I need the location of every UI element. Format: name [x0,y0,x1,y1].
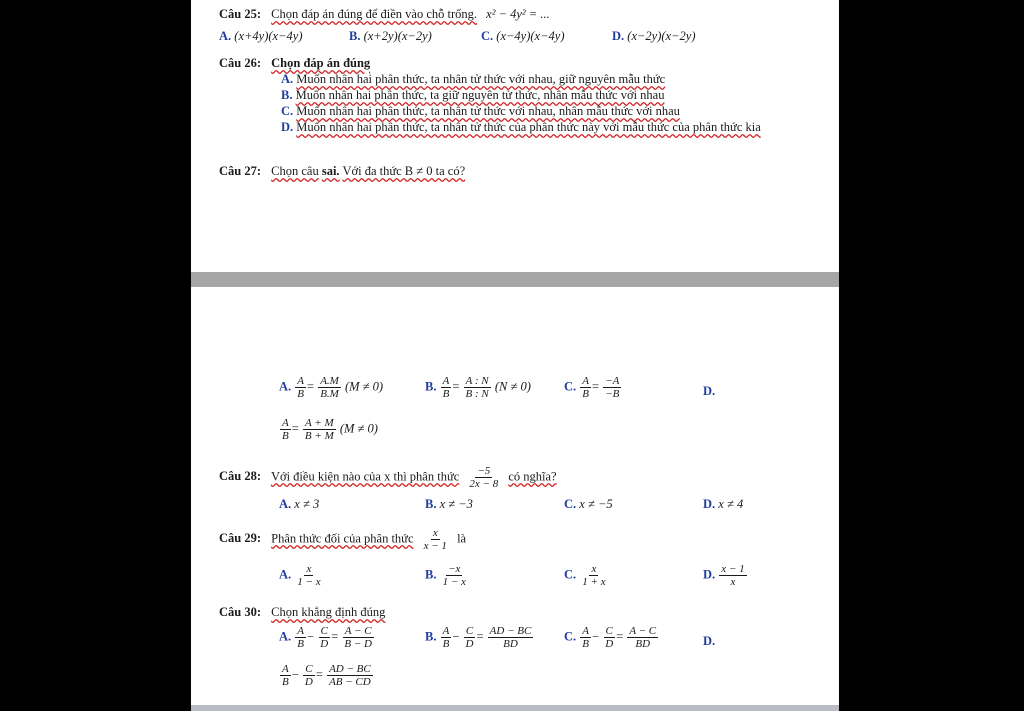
fraction: $\frac{AD - BC}{BD}$ [489,625,532,650]
option-label: A. [279,379,292,394]
fraction: $\frac{A - C}{BD}$ [629,625,657,650]
option-b: B. $\frac{A}{B}$ = $\frac{A : N}{B : N}$ (N ≠ 0) [425,375,531,400]
fraction: $\frac{A}{B}$ [282,417,289,442]
question-text: Chọn khẳng định đúng [271,605,386,619]
question-number: Câu 29: [219,531,262,546]
question-text: Chọn đáp án đúng [271,56,371,70]
question-27 [219,164,465,179]
fraction: $\frac{-5}{2x - 8}$ [469,465,499,490]
option-text: x ≠ 4 [718,497,744,511]
option-text: x ≠ 3 [294,497,320,511]
option-label: C. [281,104,294,118]
question-30 [219,605,385,620]
option-b: B. $\frac{A}{B}$ − $\frac{C}{D}$ = $\frac{AD - BC}{BD}$ [425,625,532,650]
option-text: x ≠ −3 [439,497,473,511]
option-c [481,29,565,44]
question-25 [219,7,550,22]
option-label: B. [349,29,361,43]
fraction: $\frac{x}{1 + x}$ [582,563,606,588]
option-c [564,563,609,588]
question-number: Câu 28: [219,469,262,484]
option-b [425,563,469,588]
question-number: Câu 25: [219,7,262,21]
option-text: Muốn nhân hai phân thức, ta giữ nguyên tử thức, nhân mẫu thức với nhau [295,88,665,102]
option-a [279,497,319,512]
fraction: $\frac{x - 1}{x}$ [721,563,745,588]
option-d-label [703,384,715,399]
question-text: Phân thức đối của phân thức [271,531,414,546]
option-label: B. [425,567,437,582]
option-label: A. [219,29,232,43]
option-label: B. [281,88,293,102]
question-number: Câu 30: [219,605,262,619]
option-label: A. [279,497,292,511]
option-label: A. [279,629,292,644]
fraction: $\frac{A}{B}$ [297,375,305,400]
condition: (M ≠ 0) [344,379,384,394]
option-c: C. $\frac{A}{B}$ − $\frac{C}{D}$ = $\frac{A - C}{BD}$ [564,625,657,650]
option-text: (x+4y)(x−4y) [234,29,303,43]
option-a [219,29,303,44]
fraction: $\frac{AD - BC}{AB - CD}$ [329,663,371,688]
fraction: $\frac{A + M}{B + M}$ [304,417,334,442]
question-number: Câu 26: [219,56,262,70]
question-29 [219,527,466,552]
option-label: D. [703,567,716,582]
option-label: B. [425,379,437,394]
question-26 [219,56,370,71]
page-break [191,272,839,287]
option-a: A. $\frac{A}{B}$ = $\frac{A.M}{B.M}$ (M ≠ 0) [279,375,384,400]
question-text-rest: Với đa thức B ≠ 0 ta có? [342,164,466,178]
option-d [703,497,743,512]
fraction: $\frac{A}{B}$ [442,375,450,400]
option-label: A. [279,567,292,582]
question-28 [219,465,557,490]
option-text: (x−2y)(x−2y) [627,29,696,43]
option-label: B. [425,629,437,644]
fraction: $\frac{-A}{-B}$ [605,375,620,400]
option-label: C. [564,379,577,394]
option-a: A. $\frac{A}{B}$ − $\frac{C}{D}$ = $\frac{A - C}{B - D}$ [279,625,372,650]
option-d: $\frac{A}{B}$ − $\frac{C}{D}$ = $\frac{AD - BC}{AB - CD}$ [282,663,371,688]
option-label: C. [564,497,577,511]
question-text-rest: có nghĩa? [508,469,557,484]
option-d [281,120,801,135]
option-text: Muốn nhân hai phân thức, ta nhân tử thức với nhau, giữ nguyên mẫu thức [296,72,666,86]
option-text: (x+2y)(x−2y) [363,29,432,43]
question-number: Câu 27: [219,164,262,178]
option-label: D. [612,29,625,43]
fraction: $\frac{A : N}{B : N}$ [465,375,489,400]
condition: (N ≠ 0) [494,379,531,394]
option-text: Muốn nhân hai phân thức, ta nhân tử thức với nhau, nhân mẫu thức với nhau [296,104,680,118]
question-text: Chọn câu [271,164,319,178]
fraction: $\frac{x}{x - 1}$ [423,527,447,552]
option-label: C. [564,567,577,582]
option-label: A. [281,72,294,86]
viewer-bottom-bar [191,705,839,711]
option-d-label [703,634,715,649]
question-text: Với điều kiện nào của x thì phân thức [270,469,460,484]
document-page-1 [191,0,839,272]
option-b [349,29,432,44]
option-c [281,104,680,119]
option-label: D. [703,384,716,398]
question-text: Chọn đáp án đúng để điền vào chỗ trống. [271,7,478,21]
option-a [281,72,665,87]
fraction: $\frac{x}{1 - x}$ [297,563,321,588]
fraction: $\frac{A - C}{B - D}$ [344,625,372,650]
option-d [703,563,748,588]
fraction: $\frac{-x}{1 - x}$ [442,563,466,588]
option-a [279,563,324,588]
option-b [281,88,664,103]
question-emphasis: sai. [321,164,340,178]
option-d: $\frac{A}{B}$ = $\frac{A + M}{B + M}$ (M ≠ 0) [282,417,378,442]
option-label: C. [564,629,577,644]
document-page-2 [191,287,839,705]
option-label: D. [281,120,294,134]
option-b [425,497,473,512]
option-label: D. [703,634,716,648]
option-d [612,29,696,44]
option-label: C. [481,29,494,43]
question-expression: x² − 4y² = ... [486,7,550,21]
option-c [564,497,613,512]
option-text: Muốn nhân hai phân thức, ta nhân tử thức của phân thức này với mẫu thức của phân thức kia [296,120,761,134]
fraction: $\frac{A}{B}$ [582,375,590,400]
option-c: C. $\frac{A}{B}$ = $\frac{-A}{-B}$ [564,375,620,400]
option-label: B. [425,497,437,511]
option-label: D. [703,497,716,511]
question-text-rest: là [457,531,467,546]
condition: (M ≠ 0) [339,421,378,436]
option-text: x ≠ −5 [579,497,613,511]
option-text: (x−4y)(x−4y) [496,29,565,43]
fraction: $\frac{A.M}{B.M}$ [320,375,339,400]
